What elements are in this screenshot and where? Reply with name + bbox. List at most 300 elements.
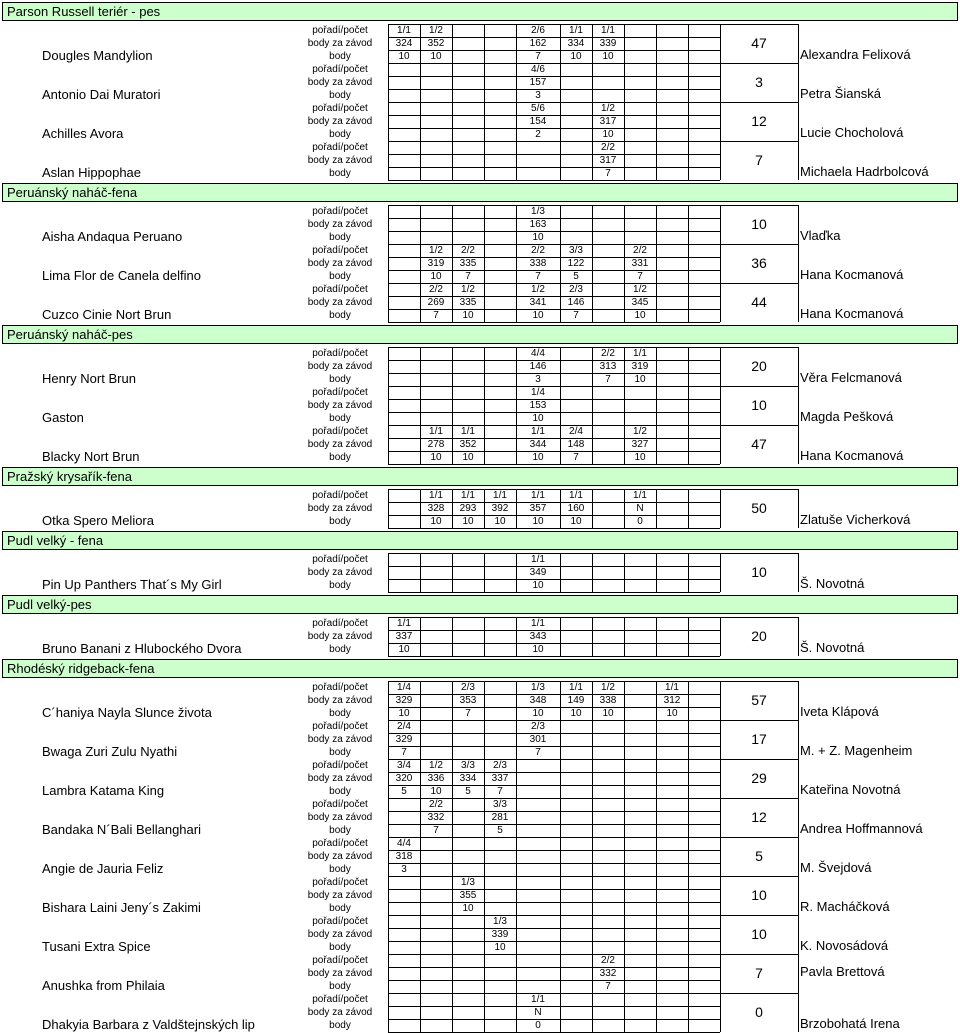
row-label: body xyxy=(329,168,351,179)
score-cell: 3/4 xyxy=(397,760,411,771)
grid-line xyxy=(592,244,593,283)
score-cell: 2/2 xyxy=(531,245,545,256)
owner-name: Michaela Hadrbolcová xyxy=(800,164,929,179)
grid-line xyxy=(484,141,485,180)
score-cell: 5 xyxy=(465,786,471,797)
row-label: body za závod xyxy=(307,695,373,706)
grid-line xyxy=(592,837,593,876)
grid-line xyxy=(388,928,720,929)
row-label: body xyxy=(329,864,351,875)
grid-line xyxy=(798,244,799,283)
grid-line xyxy=(560,798,561,837)
grid-line xyxy=(420,993,421,1032)
row-label: body za závod xyxy=(307,116,373,127)
owner-name: K. Novosádová xyxy=(800,938,889,953)
total-points: 36 xyxy=(751,255,767,271)
dog-name: Henry Nort Brun xyxy=(42,371,136,386)
grid-line xyxy=(688,993,689,1032)
score-cell: 328 xyxy=(427,503,445,514)
grid-line xyxy=(624,102,625,141)
grid-line xyxy=(720,954,798,955)
grid-line xyxy=(388,876,720,877)
grid-line xyxy=(388,902,720,903)
grid-line xyxy=(624,720,625,759)
row-label: body xyxy=(329,708,351,719)
score-cell: 2/2 xyxy=(429,799,443,810)
row-label: pořadí/počet xyxy=(312,799,368,810)
score-cell: 3/3 xyxy=(569,245,583,256)
score-cell: 7 xyxy=(637,271,643,282)
dog-name: Otka Spero Meliora xyxy=(42,513,154,528)
grid-line xyxy=(420,876,421,915)
row-label: pořadí/počet xyxy=(312,142,368,153)
score-cell: 4/4 xyxy=(397,838,411,849)
total-points: 0 xyxy=(755,1004,763,1020)
dog-name: Aisha Andaqua Peruano xyxy=(42,229,183,244)
owner-name: Andrea Hoffmannová xyxy=(800,821,923,836)
score-cell: 122 xyxy=(567,258,585,269)
score-cell: 1/1 xyxy=(461,490,475,501)
category-header: Pražský krysařík-fena xyxy=(2,467,958,486)
dog-name: C´haniya Nayla Slunce života xyxy=(42,705,212,720)
grid-line xyxy=(688,876,689,915)
row-label: body xyxy=(329,747,351,758)
dog-name: Pin Up Panthers That´s My Girl xyxy=(42,577,222,592)
score-cell: 7 xyxy=(605,374,611,385)
total-points: 7 xyxy=(755,965,763,981)
score-cell: 1/2 xyxy=(601,682,615,693)
score-cell: 10 xyxy=(532,708,544,719)
owner-name: Hana Kocmanová xyxy=(800,306,904,321)
grid-line xyxy=(560,205,561,244)
grid-line xyxy=(656,205,657,244)
total-points: 29 xyxy=(751,770,767,786)
grid-line xyxy=(484,102,485,141)
grid-line xyxy=(388,980,720,981)
score-cell: 278 xyxy=(427,439,445,450)
dog-name: Dougles Mandylion xyxy=(42,48,153,63)
grid-line xyxy=(798,617,799,656)
dog-entry xyxy=(0,798,960,837)
grid-line xyxy=(798,205,799,244)
dog-entry xyxy=(0,837,960,876)
grid-line xyxy=(656,347,657,386)
score-cell: 7 xyxy=(573,310,579,321)
category-header: Peruánský naháč-pes xyxy=(2,325,958,344)
row-label: pořadí/počet xyxy=(312,682,368,693)
dog-entry xyxy=(0,876,960,915)
grid-line xyxy=(388,425,389,464)
grid-line xyxy=(484,617,485,656)
grid-line xyxy=(656,489,657,528)
row-label: body xyxy=(329,271,351,282)
score-cell: 335 xyxy=(459,258,477,269)
score-cell: 1/1 xyxy=(569,25,583,36)
owner-name: Brzobohatá Irena xyxy=(800,1016,900,1031)
score-cell: 163 xyxy=(529,219,547,230)
score-cell: 327 xyxy=(631,439,649,450)
score-cell: 344 xyxy=(529,439,547,450)
grid-line xyxy=(452,993,453,1032)
grid-line xyxy=(688,386,689,425)
total-points: 47 xyxy=(751,436,767,452)
score-cell: 293 xyxy=(459,503,477,514)
grid-line xyxy=(720,63,798,64)
grid-line xyxy=(388,464,720,465)
score-cell: 10 xyxy=(430,452,442,463)
grid-line xyxy=(624,553,625,592)
grid-line xyxy=(452,24,453,63)
dog-name: Blacky Nort Brun xyxy=(42,449,140,464)
total-points: 10 xyxy=(751,887,767,903)
dog-entry xyxy=(0,283,960,322)
grid-line xyxy=(560,63,561,102)
dog-name: Anushka from Philaia xyxy=(42,978,165,993)
grid-line xyxy=(452,617,453,656)
dog-name: Aslan Hippophae xyxy=(42,165,142,180)
grid-line xyxy=(592,915,593,954)
grid-line xyxy=(592,759,593,798)
grid-line xyxy=(484,425,485,464)
score-cell: 1/1 xyxy=(601,25,615,36)
score-cell: 3 xyxy=(535,90,541,101)
score-cell: 149 xyxy=(567,695,585,706)
row-label: body za závod xyxy=(307,38,373,49)
row-label: body za závod xyxy=(307,258,373,269)
grid-line xyxy=(798,681,799,720)
grid-line xyxy=(720,244,798,245)
score-cell: 334 xyxy=(567,38,585,49)
score-cell: 10 xyxy=(430,271,442,282)
grid-line xyxy=(560,347,561,386)
score-cell: 148 xyxy=(567,439,585,450)
score-cell: 2/3 xyxy=(493,760,507,771)
dog-entry xyxy=(0,954,960,993)
owner-name: Věra Felcmanová xyxy=(800,370,902,385)
row-label: pořadí/počet xyxy=(312,955,368,966)
score-cell: 1/3 xyxy=(531,682,545,693)
dog-entry xyxy=(0,244,960,283)
grid-line xyxy=(720,993,798,994)
score-cell: 1/2 xyxy=(429,760,443,771)
grid-line xyxy=(688,102,689,141)
score-cell: 10 xyxy=(602,129,614,140)
grid-line xyxy=(592,553,593,592)
grid-line xyxy=(420,102,421,141)
grid-line xyxy=(388,322,720,323)
grid-line xyxy=(420,617,421,656)
grid-line xyxy=(798,993,799,1032)
grid-line xyxy=(388,154,720,155)
grid-line xyxy=(388,656,720,657)
grid-line xyxy=(688,915,689,954)
row-label: body xyxy=(329,374,351,385)
grid-line xyxy=(798,798,799,837)
score-cell: 317 xyxy=(599,116,617,127)
score-cell: 7 xyxy=(605,168,611,179)
score-cell: 10 xyxy=(532,452,544,463)
row-label: body za závod xyxy=(307,297,373,308)
grid-line xyxy=(452,102,453,141)
grid-line xyxy=(624,205,625,244)
grid-line xyxy=(656,759,657,798)
grid-line xyxy=(388,915,720,916)
grid-line xyxy=(388,954,720,955)
grid-line xyxy=(484,553,485,592)
grid-line xyxy=(688,553,689,592)
dog-entry xyxy=(0,102,960,141)
score-cell: 1/2 xyxy=(429,245,443,256)
score-cell: 2/2 xyxy=(461,245,475,256)
score-cell: 10 xyxy=(532,413,544,424)
score-cell: 10 xyxy=(602,708,614,719)
score-cell: 331 xyxy=(631,258,649,269)
score-cell: 339 xyxy=(599,38,617,49)
grid-line xyxy=(798,63,799,102)
grid-line xyxy=(798,553,799,592)
grid-line xyxy=(592,386,593,425)
grid-line xyxy=(798,425,799,464)
score-cell: 2/2 xyxy=(601,955,615,966)
score-cell: 1/1 xyxy=(569,490,583,501)
score-cell: 337 xyxy=(395,631,413,642)
dog-entry xyxy=(0,681,960,720)
score-cell: 332 xyxy=(427,812,445,823)
score-cell: 154 xyxy=(529,116,547,127)
grid-line xyxy=(592,283,593,322)
grid-line xyxy=(452,386,453,425)
score-cell: 10 xyxy=(494,942,506,953)
grid-line xyxy=(656,63,657,102)
grid-line xyxy=(720,283,798,284)
score-cell: 312 xyxy=(663,695,681,706)
row-label: body xyxy=(329,452,351,463)
grid-line xyxy=(592,720,593,759)
grid-line xyxy=(516,876,517,915)
grid-line xyxy=(720,425,798,426)
score-cell: 1/1 xyxy=(531,618,545,629)
score-cell: 1/2 xyxy=(429,25,443,36)
grid-line xyxy=(688,283,689,322)
score-cell: 10 xyxy=(430,786,442,797)
category-header: Rhodéský ridgeback-fena xyxy=(2,659,958,678)
grid-line xyxy=(656,24,657,63)
grid-line xyxy=(516,954,517,993)
row-label: pořadí/počet xyxy=(312,877,368,888)
score-cell: 10 xyxy=(532,644,544,655)
row-label: body za závod xyxy=(307,400,373,411)
grid-line xyxy=(656,720,657,759)
grid-line xyxy=(592,63,593,102)
grid-line xyxy=(388,528,720,529)
row-label: pořadí/počet xyxy=(312,426,368,437)
grid-line xyxy=(798,24,799,63)
grid-line xyxy=(688,24,689,63)
total-points: 50 xyxy=(751,500,767,516)
grid-line xyxy=(420,63,421,102)
grid-line xyxy=(688,798,689,837)
grid-line xyxy=(624,876,625,915)
row-label: pořadí/počet xyxy=(312,25,368,36)
grid-line xyxy=(388,347,389,386)
score-cell: 10 xyxy=(570,516,582,527)
score-cell: 10 xyxy=(462,516,474,527)
score-cell: 1/2 xyxy=(461,284,475,295)
score-cell: 1/1 xyxy=(633,348,647,359)
grid-line xyxy=(656,876,657,915)
grid-line xyxy=(452,63,453,102)
grid-line xyxy=(560,837,561,876)
grid-line xyxy=(560,876,561,915)
grid-line xyxy=(560,720,561,759)
score-cell: 1/1 xyxy=(665,682,679,693)
grid-line xyxy=(420,141,421,180)
dog-name: Lambra Katama King xyxy=(42,783,165,798)
score-cell: 10 xyxy=(532,580,544,591)
grid-line xyxy=(484,720,485,759)
grid-line xyxy=(688,681,689,720)
row-label: pořadí/počet xyxy=(312,387,368,398)
row-label: pořadí/počet xyxy=(312,490,368,501)
grid-line xyxy=(798,347,799,386)
total-points: 57 xyxy=(751,692,767,708)
row-label: body za závod xyxy=(307,890,373,901)
row-label: body xyxy=(329,1020,351,1031)
score-cell: 10 xyxy=(602,51,614,62)
owner-name: Š. Novotná xyxy=(800,576,865,591)
total-points: 20 xyxy=(751,628,767,644)
grid-line xyxy=(388,889,720,890)
score-cell: 4/6 xyxy=(531,64,545,75)
score-cell: 2/3 xyxy=(569,284,583,295)
score-cell: 357 xyxy=(529,503,547,514)
dog-name: Dhakyia Barbara z Valdštejnských lip xyxy=(42,1017,255,1032)
score-cell: 7 xyxy=(573,452,579,463)
grid-line xyxy=(624,681,625,720)
grid-line xyxy=(720,489,798,490)
row-label: pořadí/počet xyxy=(312,206,368,217)
score-cell: 7 xyxy=(535,747,541,758)
grid-line xyxy=(720,720,798,721)
score-cell: 1/1 xyxy=(397,618,411,629)
grid-line xyxy=(798,837,799,876)
grid-line xyxy=(388,850,720,851)
grid-line xyxy=(388,167,720,168)
row-label: body xyxy=(329,903,351,914)
grid-line xyxy=(688,954,689,993)
row-label: pořadí/počet xyxy=(312,103,368,114)
row-label: body xyxy=(329,129,351,140)
score-cell: 318 xyxy=(395,851,413,862)
grid-line xyxy=(388,141,720,142)
grid-line xyxy=(656,993,657,1032)
score-cell: 1/1 xyxy=(493,490,507,501)
grid-line xyxy=(388,102,389,141)
score-cell: 3 xyxy=(535,374,541,385)
score-cell: 392 xyxy=(491,503,509,514)
row-label: body xyxy=(329,51,351,62)
grid-line xyxy=(720,876,798,877)
grid-line xyxy=(388,244,389,283)
score-cell: 269 xyxy=(427,297,445,308)
grid-line xyxy=(420,205,421,244)
grid-line xyxy=(516,915,517,954)
grid-line xyxy=(688,244,689,283)
row-label: body xyxy=(329,310,351,321)
score-cell: 2 xyxy=(535,129,541,140)
total-points: 12 xyxy=(751,809,767,825)
score-cell: 10 xyxy=(666,708,678,719)
grid-line xyxy=(656,244,657,283)
score-cell: 10 xyxy=(462,903,474,914)
score-cell: 5/6 xyxy=(531,103,545,114)
grid-line xyxy=(720,102,798,103)
score-cell: 3 xyxy=(401,864,407,875)
row-label: body xyxy=(329,644,351,655)
grid-line xyxy=(798,954,799,993)
dog-entry xyxy=(0,489,960,528)
grid-line xyxy=(688,617,689,656)
grid-line xyxy=(720,24,798,25)
score-cell: 1/2 xyxy=(601,103,615,114)
grid-line xyxy=(484,347,485,386)
owner-name: Kateřina Novotná xyxy=(800,782,901,797)
dog-entry xyxy=(0,617,960,656)
score-cell: 339 xyxy=(491,929,509,940)
score-cell: 2/6 xyxy=(531,25,545,36)
score-cell: 1/1 xyxy=(397,25,411,36)
grid-line xyxy=(388,941,720,942)
grid-line xyxy=(624,798,625,837)
grid-line xyxy=(592,617,593,656)
dog-name: Antonio Dai Muratori xyxy=(42,87,161,102)
grid-line xyxy=(720,915,798,916)
grid-line xyxy=(688,489,689,528)
grid-line xyxy=(592,425,593,464)
grid-line xyxy=(452,553,453,592)
score-cell: 1/1 xyxy=(429,490,443,501)
grid-line xyxy=(720,141,798,142)
dog-entry xyxy=(0,915,960,954)
grid-line xyxy=(592,993,593,1032)
score-cell: 317 xyxy=(599,155,617,166)
row-label: body za závod xyxy=(307,439,373,450)
score-cell: 7 xyxy=(465,271,471,282)
row-label: body za závod xyxy=(307,773,373,784)
grid-line xyxy=(720,837,798,838)
grid-line xyxy=(452,837,453,876)
row-label: pořadí/počet xyxy=(312,760,368,771)
grid-line xyxy=(452,954,453,993)
grid-line xyxy=(484,386,485,425)
grid-line xyxy=(688,141,689,180)
row-label: body xyxy=(329,90,351,101)
grid-line xyxy=(452,347,453,386)
grid-line xyxy=(688,347,689,386)
dog-entry xyxy=(0,386,960,425)
row-label: body za závod xyxy=(307,631,373,642)
grid-line xyxy=(688,720,689,759)
category-header: Peruánský naháč-fena xyxy=(2,183,958,202)
score-cell: 153 xyxy=(529,400,547,411)
dog-name: Bruno Banani z Hlubockého Dvora xyxy=(42,641,242,656)
score-cell: 345 xyxy=(631,297,649,308)
dog-entry xyxy=(0,63,960,102)
grid-line xyxy=(592,489,593,528)
grid-line xyxy=(720,205,798,206)
score-cell: 7 xyxy=(465,708,471,719)
row-label: body xyxy=(329,232,351,243)
